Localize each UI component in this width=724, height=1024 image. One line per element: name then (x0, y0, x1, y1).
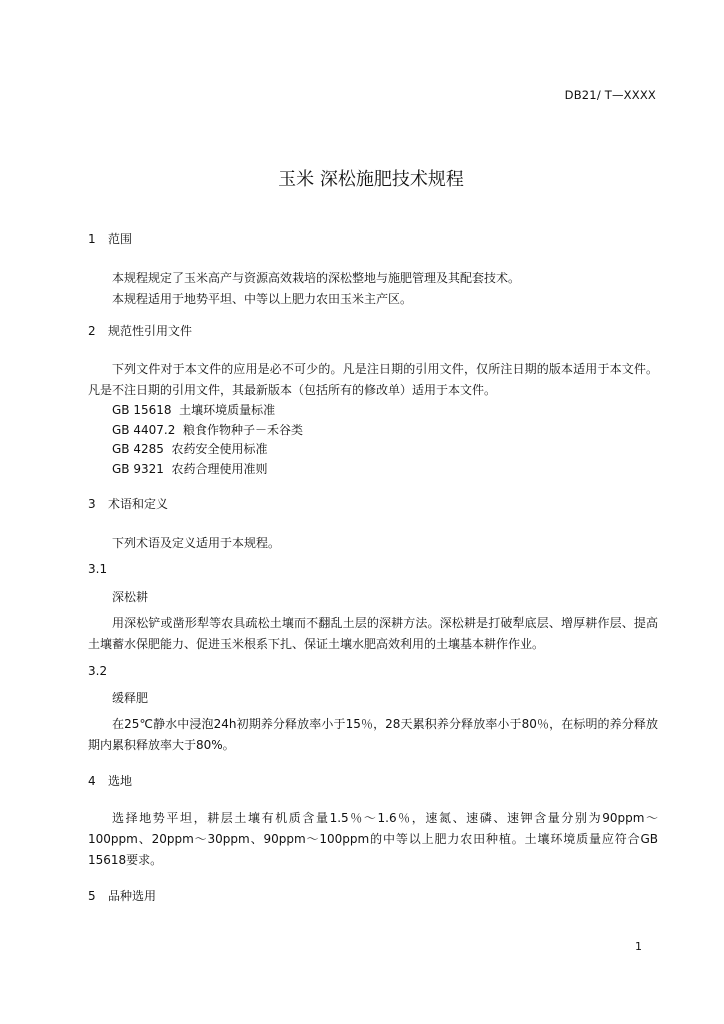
section-title: 规范性引用文件 (108, 324, 193, 338)
reference-item: GB 4407.2 粮食作物种子－禾谷类 (112, 422, 303, 437)
term-name: 深松耕 (112, 590, 149, 604)
section-5-heading (88, 886, 658, 906)
page-number: 1 (635, 940, 642, 953)
section-2-intro: 下列文件对于本文件的应用是必不可少的。凡是注日期的引用文件，仅所注日期的版本适用于本文件。凡是不注日期的引用文件，其最新版本（包括所有的修改单）适用于本文件。 (88, 362, 658, 397)
section-number: 4 (88, 774, 96, 788)
reference-item: GB 15618 土壤环境质量标准 (112, 403, 276, 417)
section-1-paragraph-2: 本规程适用于地势平坦、中等以上肥力农田玉米主产区。 (112, 292, 413, 306)
term-number: 3.1 (88, 562, 108, 576)
section-title: 选地 (108, 774, 133, 788)
standard-code: DB21/ T—XXXX (564, 88, 656, 102)
reference-item: GB 9321 农药合理使用准则 (112, 461, 268, 476)
section-number: 3 (88, 497, 96, 511)
section-1-paragraph-1: 本规程规定了玉米高产与资源高效栽培的深松整地与施肥管理及其配套技术。 (112, 271, 521, 285)
section-1-heading (88, 229, 658, 249)
section-4-paragraph: 选择地势平坦，耕层土壤有机质含量1.5％～1.6％，速氮、速磷、速钾含量分别为90ppm～100ppm、20ppm～30ppm、90ppm～100ppm的中等以上肥力农田种植。土壤环境质量应符合GB 15618要求。 (88, 811, 658, 867)
section-title: 术语和定义 (108, 497, 169, 511)
term-definition: 在25℃静水中浸泡24h初期养分释放率小于15％，28天累积养分释放率小于80％，在标明的养分释放期内累积释放率大于80%。 (88, 717, 658, 752)
section-title: 品种选用 (108, 889, 157, 903)
section-number: 1 (88, 232, 96, 246)
section-number: 2 (88, 324, 96, 338)
term-definition: 用深松铲或凿形犁等农具疏松土壤而不翻乱土层的深耕方法。深松耕是打破犁底层、增厚耕作层、提高土壤蓄水保肥能力、促进玉米根系下扎、保证土壤水肥高效利用的土壤基本耕作作业。 (88, 616, 658, 651)
section-2-heading (88, 321, 658, 341)
section-3-intro: 下列术语及定义适用于本规程。 (112, 536, 281, 550)
term-number: 3.2 (88, 664, 108, 678)
section-title: 范围 (108, 232, 133, 246)
document-title: 玉米 深松施肥技术规程 (278, 169, 464, 190)
section-4-heading (88, 771, 658, 791)
section-number: 5 (88, 889, 96, 903)
section-3-heading (88, 494, 658, 514)
term-name: 缓释肥 (112, 691, 149, 705)
reference-item: GB 4285 农药安全使用标准 (112, 442, 268, 456)
document-body (88, 229, 658, 906)
